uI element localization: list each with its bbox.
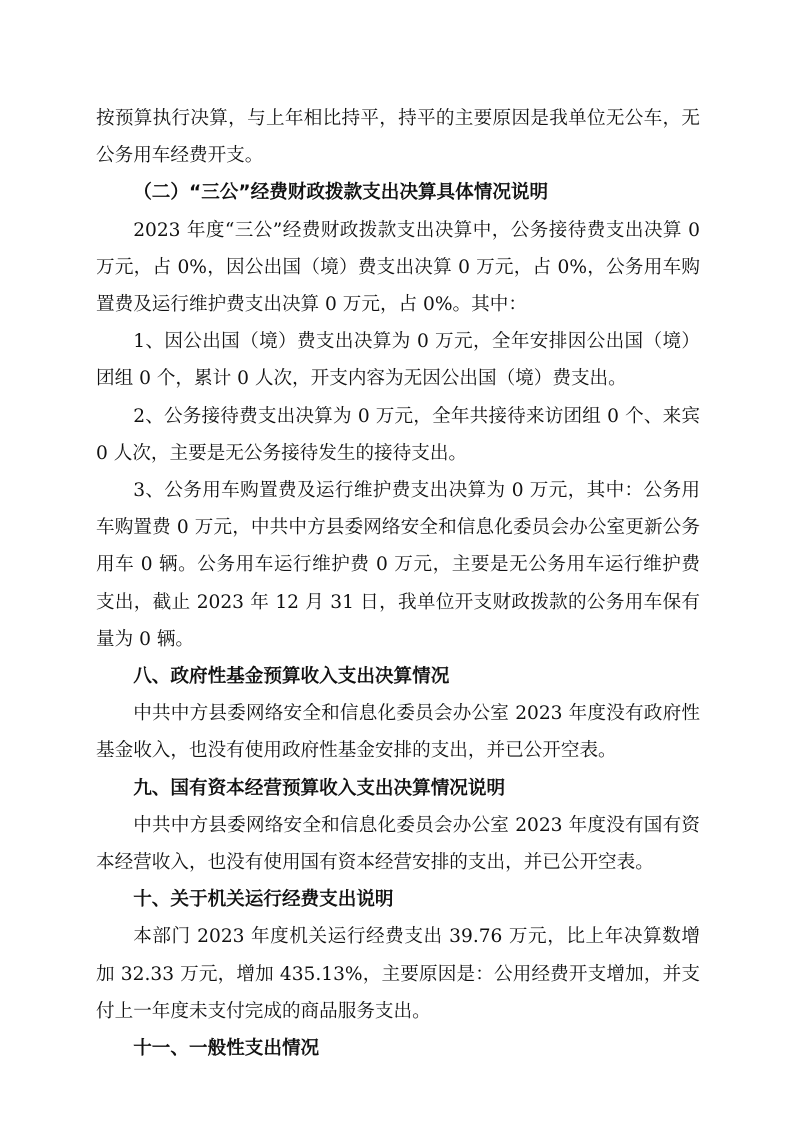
- paragraph-government-fund: 中共中方县委网络安全和信息化委员会办公室 2023 年度没有政府性基金收入，也没有使用政府性基金安排的支出，并已公开空表。: [96, 703, 700, 762]
- paragraph-overseas-travel: 1、因公出国（境）费支出决算为 0 万元，全年安排因公出国（境）团组 0 个，累计 0 人次，开支内容为无因公出国（境）费支出。: [96, 331, 700, 390]
- paragraph-state-capital: 中共中方县委网络安全和信息化委员会办公室 2023 年度没有国有资本经营收入，也没有使用国有资本经营安排的支出，并已公开空表。: [96, 814, 700, 874]
- paragraph-vehicle-summary: 按预算执行决算，与上年相比持平，持平的主要原因是我单位无公车，无公务用车经费开支。: [96, 108, 700, 167]
- paragraph-three-public-totals: 2023 年度“三公”经费财政拨款支出决算中，公务接待费支出决算 0 万元，占 0%，因公出国（境）费支出决算 0 万元，占 0%，公务用车购置费及运行维护费支出决算 0 万元，占 0%。其中：: [96, 219, 700, 316]
- heading-operating-expenses: 十、关于机关运行经费支出说明: [133, 889, 394, 911]
- paragraph-operating-expenses: 本部门 2023 年度机关运行经费支出 39.76 万元，比上年决算数增加 32.33 万元，增加 435.13%，主要原因是：公用经费开支增加，并支付上一年度未支付完成的商品服务支出。: [96, 926, 700, 1022]
- heading-state-capital: 九、国有资本经营预算收入支出决算情况说明: [133, 777, 506, 799]
- paragraph-official-reception: 2、公务接待费支出决算为 0 万元，全年共接待来访团组 0 个、来宾 0 人次，主要是无公务接待发生的接待支出。: [96, 405, 700, 464]
- heading-three-public-details: （二）“三公”经费财政拨款支出决算具体情况说明: [133, 182, 549, 204]
- heading-general-expenditure: 十一、一般性支出情况: [133, 1038, 320, 1060]
- heading-government-fund: 八、政府性基金预算收入支出决算情况: [133, 666, 450, 688]
- paragraph-official-vehicles: 3、公务用车购置费及运行维护费支出决算为 0 万元，其中：公务用车购置费 0 万元，中共中方县委网络安全和信息化委员会办公室更新公务用车 0 辆。公务用车运行维护费 0 万元，主要是无公务用车运行维护费支出，截止 2023 年 12 月 31 日，我单位开支财政拨款的公务用车保有量为 0 辆。: [96, 480, 700, 650]
- document-body: [96, 100, 700, 1067]
